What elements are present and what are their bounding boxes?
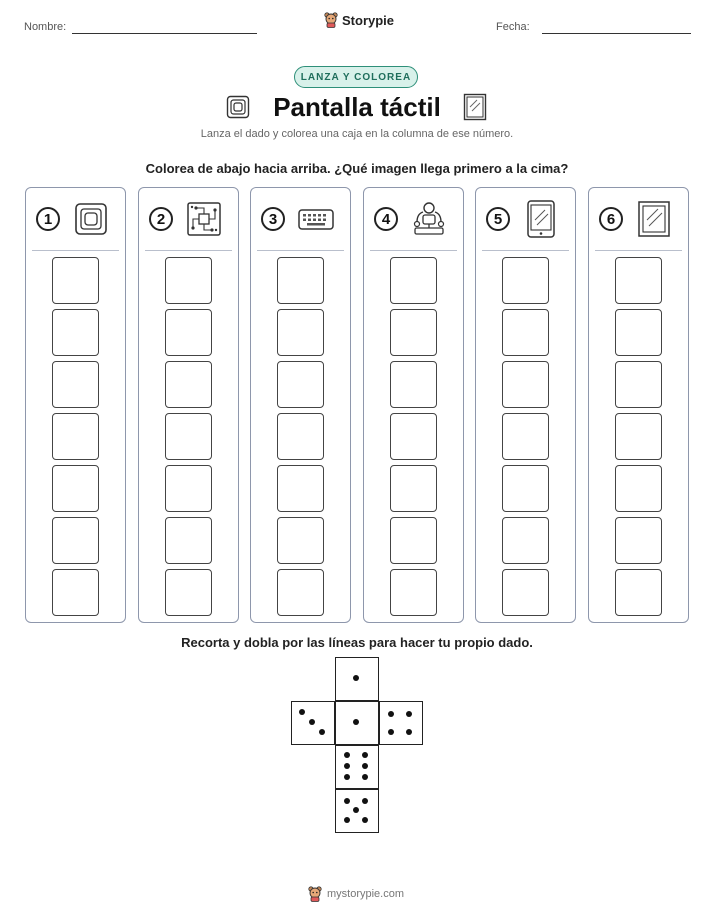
color-box[interactable] [615,257,662,304]
pip [353,719,359,725]
activity-badge: LANZA Y COLOREA [294,66,418,88]
name-label: Nombre: [24,21,67,33]
color-box[interactable] [615,309,662,356]
column-number: 3 [261,207,285,231]
color-box[interactable] [52,257,99,304]
color-box[interactable] [390,309,437,356]
column-divider [595,250,682,251]
column-3 [250,187,351,623]
column-divider [32,250,119,251]
column-divider [257,250,344,251]
pip [353,807,359,813]
pip [344,763,350,769]
column-header [589,188,688,250]
color-box[interactable] [502,569,549,616]
brand-logo [324,12,394,28]
die-face-five [335,789,379,833]
pip [362,817,368,823]
color-box[interactable] [502,465,549,512]
pip [309,719,315,725]
color-box[interactable] [165,361,212,408]
footer [308,886,404,902]
color-box[interactable] [277,309,324,356]
color-box[interactable] [52,569,99,616]
date-label: Fecha: [496,21,530,33]
color-box[interactable] [277,569,324,616]
column-header [26,188,125,250]
cut-instruction-text: Recorta y dobla por las líneas para hacer tu propio dado. [181,635,533,650]
column-4 [363,187,464,623]
pip [406,729,412,735]
color-box[interactable] [502,257,549,304]
pip [344,817,350,823]
die-face-one [335,701,379,745]
pip [299,709,305,715]
color-box[interactable] [165,309,212,356]
color-box[interactable] [277,465,324,512]
color-box[interactable] [615,517,662,564]
footer-url: mystorypie.com [327,888,405,900]
column-5 [475,187,576,623]
color-box[interactable] [277,413,324,460]
color-box[interactable] [52,361,99,408]
color-box[interactable] [390,413,437,460]
color-box[interactable] [165,257,212,304]
glass-panel-icon [463,93,487,121]
column-6 [588,187,689,623]
color-box[interactable] [615,465,662,512]
column-number: 4 [374,207,398,231]
die-face-four [379,701,423,745]
column-2 [138,187,239,623]
color-box[interactable] [390,465,437,512]
color-box[interactable] [52,465,99,512]
robot-assembly-icon [411,200,447,238]
tablet-icon [523,200,559,238]
bear-icon [308,886,322,902]
capacitive-sensor-icon [73,200,109,238]
circuit-board-icon [186,200,222,238]
column-header [476,188,575,250]
column-header [251,188,350,250]
name-line[interactable] [72,33,257,34]
color-box[interactable] [277,517,324,564]
color-box[interactable] [615,361,662,408]
pip [406,711,412,717]
date-line[interactable] [542,33,691,34]
column-divider [370,250,457,251]
column-number: 1 [36,207,60,231]
instruction-text: Colorea de abajo hacia arriba. ¿Qué imagen llega primero a la cima? [145,161,569,176]
pip [362,798,368,804]
color-box[interactable] [390,517,437,564]
color-box[interactable] [277,361,324,408]
color-box[interactable] [52,517,99,564]
color-box[interactable] [390,569,437,616]
pip [344,774,350,780]
pip [353,675,359,681]
page-title: Pantalla táctil [273,92,441,122]
column-number: 2 [149,207,173,231]
pip [362,774,368,780]
glass-panel-icon [636,200,672,238]
color-box[interactable] [615,569,662,616]
brand-name: Storypie [342,12,395,28]
color-box[interactable] [502,309,549,356]
die-face-six [335,745,379,789]
pip [388,729,394,735]
color-box[interactable] [277,257,324,304]
color-box[interactable] [615,413,662,460]
column-number: 6 [599,207,623,231]
color-box[interactable] [502,413,549,460]
pip [319,729,325,735]
color-box[interactable] [165,569,212,616]
pip [362,752,368,758]
color-box[interactable] [165,465,212,512]
bear-icon [324,12,338,28]
column-header [364,188,463,250]
column-divider [145,250,232,251]
die-face-one [335,657,379,701]
page-subtitle: Lanza el dado y colorea una caja en la columna de ese número. [200,128,514,140]
column-1 [25,187,126,623]
color-box[interactable] [52,413,99,460]
color-box[interactable] [502,361,549,408]
color-box[interactable] [165,413,212,460]
pip [388,711,394,717]
pip [344,752,350,758]
color-box[interactable] [52,309,99,356]
die-face-three [291,701,335,745]
column-header [139,188,238,250]
color-box[interactable] [390,257,437,304]
color-box[interactable] [165,517,212,564]
column-divider [482,250,569,251]
virtual-keyboard-icon [298,200,334,238]
pip [362,763,368,769]
pip [344,798,350,804]
color-box[interactable] [502,517,549,564]
color-box[interactable] [390,361,437,408]
column-number: 5 [486,207,510,231]
